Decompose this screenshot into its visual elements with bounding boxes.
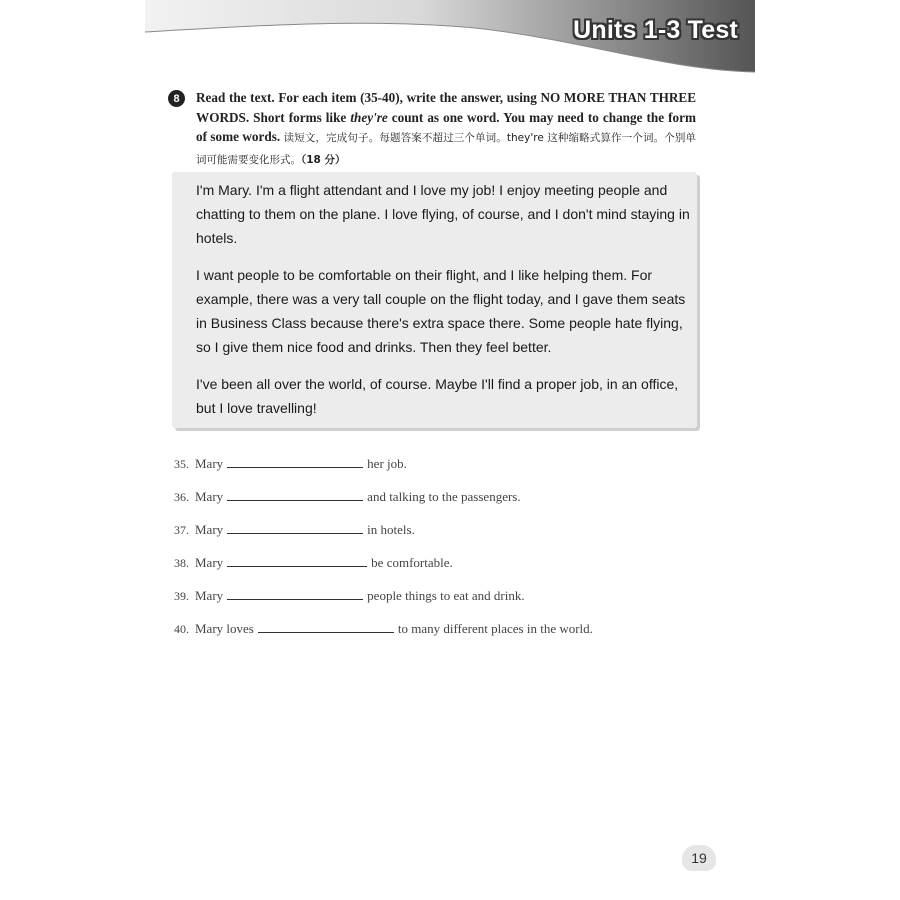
item-suffix: to many different places in the world.	[397, 621, 593, 636]
question-item-39	[174, 587, 525, 604]
question-item-37	[174, 521, 415, 538]
question-item-40	[174, 620, 593, 637]
answer-blank[interactable]	[227, 488, 363, 501]
question-item-36	[174, 488, 521, 505]
passage-paragraph: I've been all over the world, of course. Maybe I'll find a proper job, in an office, but I love travelling!	[196, 376, 679, 416]
item-suffix: people things to eat and drink.	[367, 588, 525, 603]
answer-blank[interactable]	[227, 554, 367, 567]
item-suffix: and talking to the passengers.	[367, 489, 521, 504]
answer-blank[interactable]	[227, 521, 363, 534]
item-suffix: be comfortable.	[371, 555, 453, 570]
answer-blank[interactable]	[227, 455, 363, 468]
question-number-badge: 8	[168, 90, 185, 107]
item-prefix: Mary	[195, 489, 224, 504]
answer-blank[interactable]	[227, 587, 363, 600]
item-suffix: in hotels.	[367, 522, 415, 537]
reading-passage	[172, 172, 697, 428]
item-suffix: her job.	[367, 456, 407, 471]
passage-paragraph: I want people to be comfortable on their flight, and I like helping them. For example, there was a very tall couple on the flight today, and I gave them seats in Business Class because there's extra space there. Some people hate flying, so I give them nice food and drinks. Then they feel better.	[196, 267, 686, 355]
instructions-en-part1: Read the text. For each item (35-40), write the answer, using NO MORE THAN THREE WORDS. Short forms like	[196, 90, 696, 125]
question-item-38	[174, 554, 453, 571]
instructions-en-italic: they're	[350, 109, 388, 125]
instructions-zh: 读短文，完成句子。每题答案不超过三个单词。they're 这种缩略式算作一个词。个别单词可能需要变化形式。	[196, 132, 696, 166]
item-number: 39.	[174, 589, 189, 603]
item-prefix: Mary loves	[195, 621, 254, 636]
item-prefix: Mary	[195, 555, 224, 570]
instructions-score: （18 分）	[301, 153, 346, 166]
page-number: 19	[682, 845, 716, 871]
instructions	[196, 88, 696, 170]
item-prefix: Mary	[195, 588, 224, 603]
answer-blank[interactable]	[258, 620, 394, 633]
item-prefix: Mary	[195, 456, 224, 471]
question-item-35	[174, 455, 407, 472]
item-number: 40.	[174, 622, 189, 636]
passage-paragraph: I'm Mary. I'm a flight attendant and I love my job! I enjoy meeting people and chatting to them on the plane. I love flying, of course, and I don't mind staying in hotels.	[196, 182, 690, 246]
header-title: Units 1-3 Test	[573, 16, 738, 44]
instructions-en-part2: count as one word. You may need to change the form of some words.	[196, 109, 696, 144]
item-number: 37.	[174, 523, 189, 537]
item-number: 35.	[174, 457, 189, 471]
item-number: 36.	[174, 490, 189, 504]
item-prefix: Mary	[195, 522, 224, 537]
item-number: 38.	[174, 556, 189, 570]
